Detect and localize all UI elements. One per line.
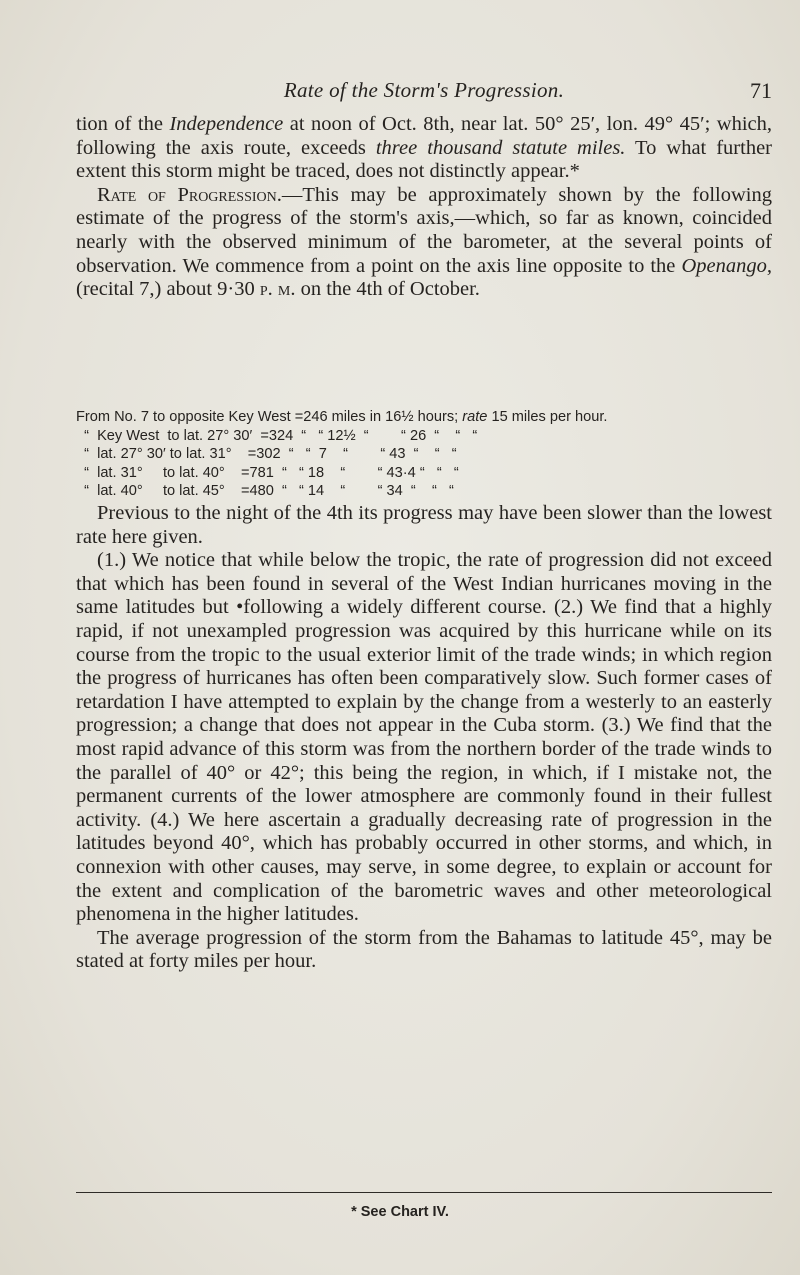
paragraph-average-progression: The average progression of the storm from the Bahamas to latitude 45°, may be stated at forty miles per hour. (76, 926, 772, 973)
paragraph-text: (recital 7,) about 9·30 (76, 278, 260, 301)
paragraph-text: To what further extent this storm might be traced, does not distinctly appear.* (76, 136, 773, 183)
text-block-upper (76, 113, 772, 302)
table-row: “ lat. 40° to lat. 45° =480 “ “ 14 “ “ 34 “ “ “ (76, 483, 454, 499)
page-number: 71 (750, 78, 772, 103)
page-header (76, 78, 772, 108)
table-row: “ lat. 31° to lat. 40° =781 “ “ 18 “ “ 43·4 “ “ “ (76, 464, 459, 481)
running-title: Rate of the Storm's Progression. (283, 78, 565, 102)
table-row: “ lat. 27° 30′ to lat. 31° =302 “ “ 7 “ “ 43 “ “ “ (76, 446, 457, 462)
text-block-lower (76, 502, 772, 974)
paragraph-rate-of-progression (76, 184, 772, 302)
distance-emphasis: three thousand statute miles. (375, 136, 626, 159)
paragraph-previous-progress: Previous to the night of the 4th its progress may have been slower than the lowest rate here given. (76, 502, 772, 548)
paragraph-text: on the 4th of October. (295, 278, 480, 301)
progression-table (76, 408, 776, 501)
table-row: “ Key West to lat. 27° 30′ =324 “ “ 12½ “ “ 26 “ “ “ (76, 427, 478, 444)
paragraph-text: —This may be approximately shown by the following estimate of the progress of the storm's axis,—which, so far as known, coincided nearly with the observed minimum of the barometer, at the several points of observation. We commence from a point on the axis line opposite to the (76, 183, 772, 277)
time-pm: p. m. (259, 278, 296, 301)
ship-name-independence: Independence (169, 113, 284, 135)
paragraph-observations: (1.) We notice that while below the tropic, the rate of progression did not exceed that which has been found in several of the West Indian hurricanes moving in the same latitudes but •following a widely different course. (2.) We find that a highly rapid, if not unexampled progression was acquired by this hurricane while on its course from the tropic to the usual exterior limit of the trade winds; in which region the progress of hurricanes has often been comparatively slow. Such former cases of retardation I have attempted to explain by the change from a westerly to an easterly progression; a change that does not appear in the Cuba storm. (3.) We find that the most rapid advance of this storm was from the northern border of the trade winds to the parallel of 40° or 42°; this being the region, in which, if I mistake not, the permanent currents of the lower atmosphere are commonly found in their fullest activity. (4.) We here ascertain a gradually decreasing rate of progression in the latitudes beyond 40°, which has probably occurred in other storms, and which, in connexion with other causes, may serve, in some degree, to explain or account for the extent and complication of the barometric waves and other meteorological phenomena in the higher latitudes. (76, 549, 772, 926)
paragraph-text: at noon of Oct. 8th, near lat. 50° 25′, lon. 49° 45′; which, following the axis route, exceeds (76, 113, 772, 159)
table-row: From No. 7 to opposite Key West =246 miles in 16½ hours; rate 15 miles per hour. (76, 409, 608, 425)
footnote-rule (76, 1192, 772, 1193)
ship-name-openango: Openango, (681, 254, 772, 277)
paragraph-storm-extent (76, 113, 772, 184)
section-heading: Rate of Progression. (97, 183, 282, 206)
paragraph-text: tion of the (76, 113, 170, 135)
footnote: * See Chart IV. (351, 1204, 449, 1220)
